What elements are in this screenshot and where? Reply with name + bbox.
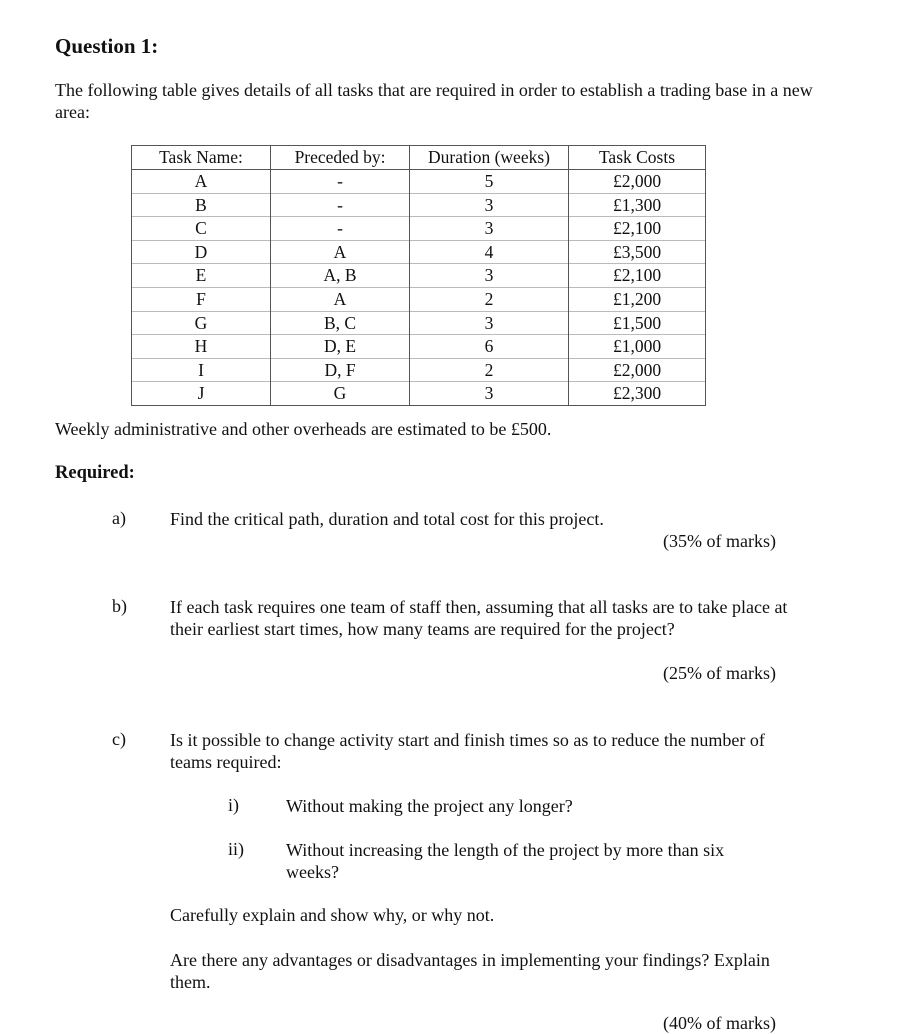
table-row: [132, 335, 706, 359]
cell-duration: 3: [410, 382, 569, 406]
cell-duration: 3: [410, 264, 569, 288]
cell-task: G: [132, 311, 271, 335]
cell-cost: £1,000: [569, 335, 706, 359]
table-row: [132, 287, 706, 311]
cell-cost: £2,000: [569, 358, 706, 382]
table-row: [132, 311, 706, 335]
cell-preceded: -: [271, 217, 410, 241]
cell-preceded: B, C: [271, 311, 410, 335]
question-c-text: Is it possible to change activity start and finish times so as to reduce the number of teams required:: [170, 730, 765, 772]
table-header-row: [132, 146, 706, 170]
cell-preceded: G: [271, 382, 410, 406]
cell-task: A: [132, 170, 271, 194]
cell-cost: £1,200: [569, 287, 706, 311]
cell-duration: 3: [410, 193, 569, 217]
cell-cost: £2,100: [569, 217, 706, 241]
header-task-costs: Task Costs: [569, 146, 706, 170]
cell-task: D: [132, 240, 271, 264]
question-b-label: b): [112, 596, 127, 616]
question-a-marks: (35% of marks): [663, 531, 776, 551]
cell-duration: 4: [410, 240, 569, 264]
table-row: [132, 217, 706, 241]
question-b-text: If each task requires one team of staff then, assuming that all tasks are to take place at their earliest start times, how many teams are required for the project?: [170, 597, 788, 639]
cell-task: J: [132, 382, 271, 406]
task-table: [131, 145, 706, 406]
cell-duration: 2: [410, 287, 569, 311]
subquestion-ii-text: Without increasing the length of the project by more than six weeks?: [286, 840, 725, 882]
cell-cost: £2,100: [569, 264, 706, 288]
cell-preceded: D, E: [271, 335, 410, 359]
cell-duration: 6: [410, 335, 569, 359]
cell-cost: £1,300: [569, 193, 706, 217]
question-a-text: Find the critical path, duration and total cost for this project.: [170, 509, 604, 529]
intro-paragraph: The following table gives details of all tasks that are required in order to establish a trading base in a new area:: [55, 80, 813, 122]
subquestion-ii-label: ii): [228, 839, 244, 859]
cell-duration: 2: [410, 358, 569, 382]
cell-duration: 5: [410, 170, 569, 194]
cell-task: H: [132, 335, 271, 359]
advantages-question: Are there any advantages or disadvantages in implementing your findings? Explain them.: [170, 950, 770, 992]
question-c-label: c): [112, 729, 126, 749]
cell-preceded: A, B: [271, 264, 410, 288]
cell-preceded: -: [271, 170, 410, 194]
cell-cost: £2,000: [569, 170, 706, 194]
header-preceded-by: Preceded by:: [271, 146, 410, 170]
question-title: Question 1:: [55, 34, 159, 58]
cell-task: F: [132, 287, 271, 311]
cell-preceded: -: [271, 193, 410, 217]
explain-instruction: Carefully explain and show why, or why not.: [170, 905, 495, 925]
cell-duration: 3: [410, 311, 569, 335]
table-row: [132, 358, 706, 382]
table-row: [132, 240, 706, 264]
cell-cost: £2,300: [569, 382, 706, 406]
question-a-label: a): [112, 508, 126, 528]
cell-task: E: [132, 264, 271, 288]
table-row: [132, 193, 706, 217]
required-heading: Required:: [55, 463, 135, 483]
table-row: [132, 170, 706, 194]
cell-task: C: [132, 217, 271, 241]
cell-duration: 3: [410, 217, 569, 241]
header-duration: Duration (weeks): [410, 146, 569, 170]
question-b-marks: (25% of marks): [663, 663, 776, 683]
subquestion-i-text: Without making the project any longer?: [286, 796, 573, 816]
cell-preceded: A: [271, 240, 410, 264]
cell-preceded: D, F: [271, 358, 410, 382]
question-c-marks: (40% of marks): [663, 1013, 776, 1033]
cell-preceded: A: [271, 287, 410, 311]
header-task-name: Task Name:: [132, 146, 271, 170]
table-row: [132, 264, 706, 288]
cell-cost: £3,500: [569, 240, 706, 264]
table-row: [132, 382, 706, 406]
subquestion-i-label: i): [228, 795, 239, 815]
overheads-text: Weekly administrative and other overheads are estimated to be £500.: [55, 419, 552, 439]
cell-cost: £1,500: [569, 311, 706, 335]
cell-task: I: [132, 358, 271, 382]
cell-task: B: [132, 193, 271, 217]
